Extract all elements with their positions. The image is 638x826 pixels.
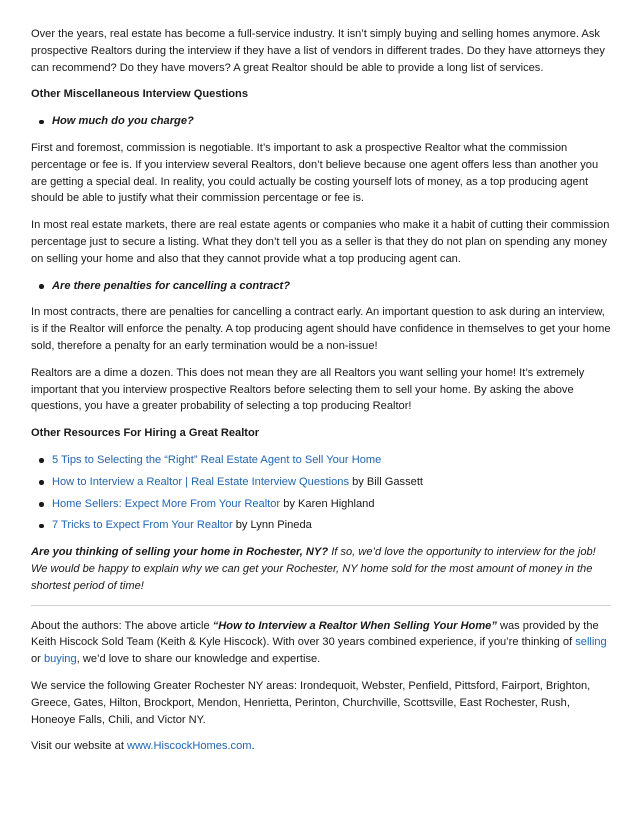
section-divider [31, 605, 611, 606]
resource-link[interactable]: Home Sellers: Expect More From Your Realtor [52, 497, 281, 510]
resource-author: by Bill Gassett [349, 475, 423, 488]
resource-item [52, 452, 611, 469]
question-1-list [31, 113, 611, 130]
cta-question: Are you thinking of selling your home in Rochester, NY? [31, 546, 329, 559]
authors-suffix: , we’d love to share our knowledge and expertise. [76, 653, 321, 666]
service-areas-paragraph: We service the following Greater Rochester NY areas: Irondequoit, Webster, Penfield, Pittsford, Fairport, Brighton, Greece, Gates, Hilton, Brockport, Mendon, Henrietta, Perinton, Churchville, Scottsville, East Rochester, Rush, Honeoye Falls, Chili, and Victor NY. [31, 679, 591, 726]
resource-link[interactable]: How to Interview a Realtor | Real Estate Interview Questions [52, 475, 349, 488]
resource-author: by Karen Highland [280, 497, 375, 510]
website-prefix: Visit our website at [31, 740, 127, 753]
article-title: “How to Interview a Realtor When Selling Your Home” [212, 619, 497, 632]
article-page [31, 26, 611, 765]
question-1: How much do you charge? [52, 113, 611, 130]
resource-item [52, 496, 611, 513]
website-paragraph [31, 738, 611, 755]
resources-list [31, 452, 611, 534]
cta-text: If so, we’d love the opportunity to interview for the job! We would be happy to explain why we can get your Rochester, NY home sold for the most amount of money in the shortest period of time! [31, 546, 596, 592]
intro-paragraph: Over the years, real estate has become a full-service industry. It isn’t simply buying and selling homes anymore. Ask prospective Realtors during the interview if they have a list of vendors in different trades. Do they have attorneys they can recommend? Do they have movers? A great Realtor should be able to provide a long list of services. [31, 28, 605, 74]
resource-item [52, 517, 611, 534]
authors-or: or [31, 653, 44, 666]
website-link[interactable]: www.HiscockHomes.com [127, 740, 252, 753]
question-2: Are there penalties for cancelling a contract? [52, 278, 611, 295]
resource-link[interactable]: 5 Tips to Selecting the “Right” Real Estate Agent to Sell Your Home [52, 453, 382, 466]
selling-link[interactable]: selling [575, 636, 607, 649]
resource-link[interactable]: 7 Tricks to Expect From Your Realtor [52, 519, 233, 532]
dime-a-dozen-paragraph: Realtors are a dime a dozen. This does not mean they are all Realtors you want selling your home! It’s extremely important that you interview prospective Realtors before selecting them to sell your home. By asking the above questions, you have a greater probability of selecting a top producing Realtor! [31, 366, 585, 413]
call-to-action [31, 544, 611, 594]
question-2-list [31, 278, 611, 295]
commission-cutting-paragraph: In most real estate markets, there are real estate agents or companies who make it a habit of cutting their commission percentage just to secure a listing. What they don’t tell you as a seller is that they do not plan on spending any money on selling your home and also that they cannot provide what a top producing agent can. [31, 219, 610, 265]
resources-heading: Other Resources For Hiring a Great Realtor [31, 427, 260, 440]
resource-author: by Lynn Pineda [232, 519, 312, 532]
website-suffix: . [251, 740, 255, 753]
misc-questions-heading: Other Miscellaneous Interview Questions [31, 88, 249, 101]
resource-item [52, 474, 611, 491]
authors-prefix: About the authors: The above article [31, 619, 213, 632]
commission-paragraph: First and foremost, commission is negotiable. It’s important to ask a prospective Realtor what the commission percentage or fee is. If you interview several Realtors, don’t believe because one agent offers less than another you are getting a special deal. In reality, you could actually be costing yourself lots of money, as a top producing agent should be able to justify what their commission percentage or fee is. [31, 141, 599, 205]
authors-middle: was provided by the Keith Hiscock Sold Team (Keith & Kyle Hiscock). With over 30 years combined experience, if you’re thinking of [31, 619, 599, 649]
buying-link[interactable]: buying [43, 653, 77, 666]
penalties-paragraph: In most contracts, there are penalties for cancelling a contract early. An important question to ask during an interview, is if the Realtor will enforce the penalty. A top producing agent should have confidence in themselves to get your home sold, therefore a penalty for an early termination would be a non-issue! [31, 306, 611, 352]
about-authors-paragraph [31, 618, 611, 668]
